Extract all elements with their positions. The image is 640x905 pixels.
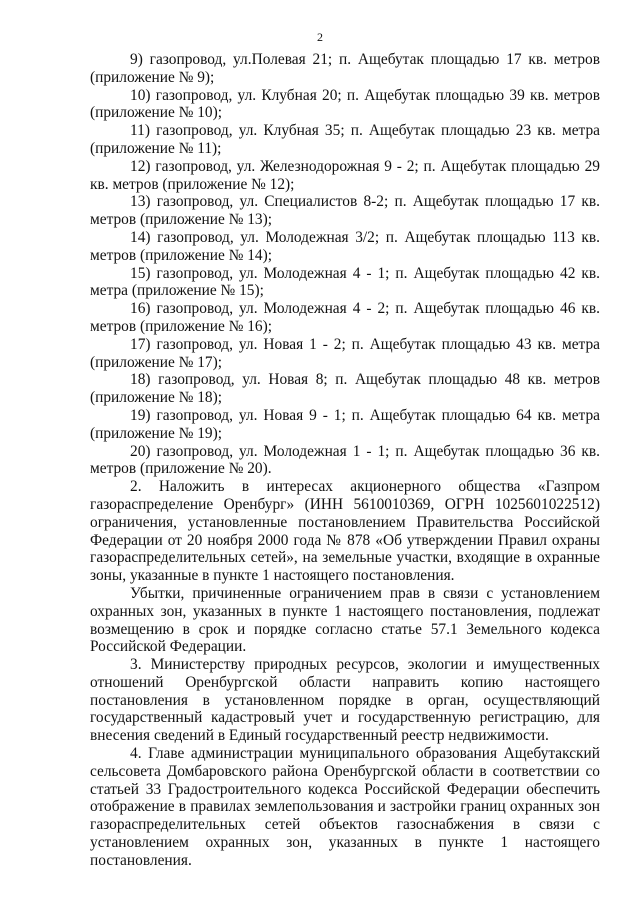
- list-item: 17) газопровод, ул. Новая 1 - 2; п. Ащебутак площадью 43 кв. метра (приложение № 17);: [90, 335, 600, 371]
- list-item: 12) газопровод, ул. Железнодорожная 9 - 2; п. Ащебутак площадью 29 кв. метров (приложение № 12);: [90, 157, 600, 193]
- list-item: 16) газопровод, ул. Молодежная 4 - 2; п. Ащебутак площадью 46 кв. метров (приложение № 16);: [90, 300, 600, 335]
- paragraph-2: 2. Наложить в интересах акционерного общества «Газпром газораспределение Оренбург» (ИНН 5610010369, ОГРН 1025601022512) ограничения, установленные постановлением Правительства Российской Федерации от 20 ноября 2000 года № 878 «Об утверждении Правил охраны газораспределительных сетей», на земельные участки, входящие в охранные зоны, указанные в пункте 1 настоящего постановления.: [90, 478, 600, 585]
- paragraph-losses: Убытки, причиненные ограничением прав в связи с установлением охранных зон, указанных в пункте 1 настоящего постановления, подлежат возмещению в срок и порядке согласно статье 57.1 Земельного кодекса Российской Федерации.: [90, 584, 600, 656]
- list-item: 13) газопровод, ул. Специалистов 8-2; п. Ащебутак площадью 17 кв. метров (приложение № 13);: [90, 193, 600, 229]
- list-item: 10) газопровод, ул. Клубная 20; п. Ащебутак площадью 39 кв. метров (приложение № 10);: [90, 86, 600, 122]
- list-item: 15) газопровод, ул. Молодежная 4 - 1; п. Ащебутак площадью 42 кв. метра (приложение № 15);: [90, 264, 600, 300]
- list-item: 18) газопровод, ул. Новая 8; п. Ащебутак площадью 48 кв. метров (приложение № 18);: [90, 371, 600, 407]
- paragraph-3: 3. Министерству природных ресурсов, экологии и имущественных отношений Оренбургской области направить копию настоящего постановления в установленном порядке в орган, осуществляющий государственный кадастровый учет и государственную регистрацию, для внесения сведений в Единый государственный реестр недвижимости.: [90, 656, 600, 745]
- document-body: [90, 51, 600, 870]
- list-item: 14) газопровод, ул. Молодежная 3/2; п. Ащебутак площадью 113 кв. метров (приложение № 14);: [90, 228, 600, 264]
- list-item: 9) газопровод, ул.Полевая 21; п. Ащебутак площадью 17 кв. метров (приложение № 9);: [90, 51, 600, 86]
- list-item: 20) газопровод, ул. Молодежная 1 - 1; п. Ащебутак площадью 36 кв. метров (приложение № 20).: [90, 442, 600, 478]
- page-number: 2: [317, 30, 323, 44]
- list-item: 19) газопровод, ул. Новая 9 - 1; п. Ащебутак площадью 64 кв. метра (приложение № 19);: [90, 406, 600, 442]
- paragraph-4: 4. Главе администрации муниципального образования Ащебутакский сельсовета Домбаровского района Оренбургской области в соответствии со статьей 33 Градостроительного кодекса Российской Федерации обеспечить отображение в правилах землепользования и застройки границ охранных зон газораспределительных сетей объектов газоснабжения в связи с установлением охранных зон, указанных в пункте 1 настоящего постановления.: [90, 745, 600, 869]
- list-item: 11) газопровод, ул. Клубная 35; п. Ащебутак площадью 23 кв. метра (приложение № 11);: [90, 122, 600, 157]
